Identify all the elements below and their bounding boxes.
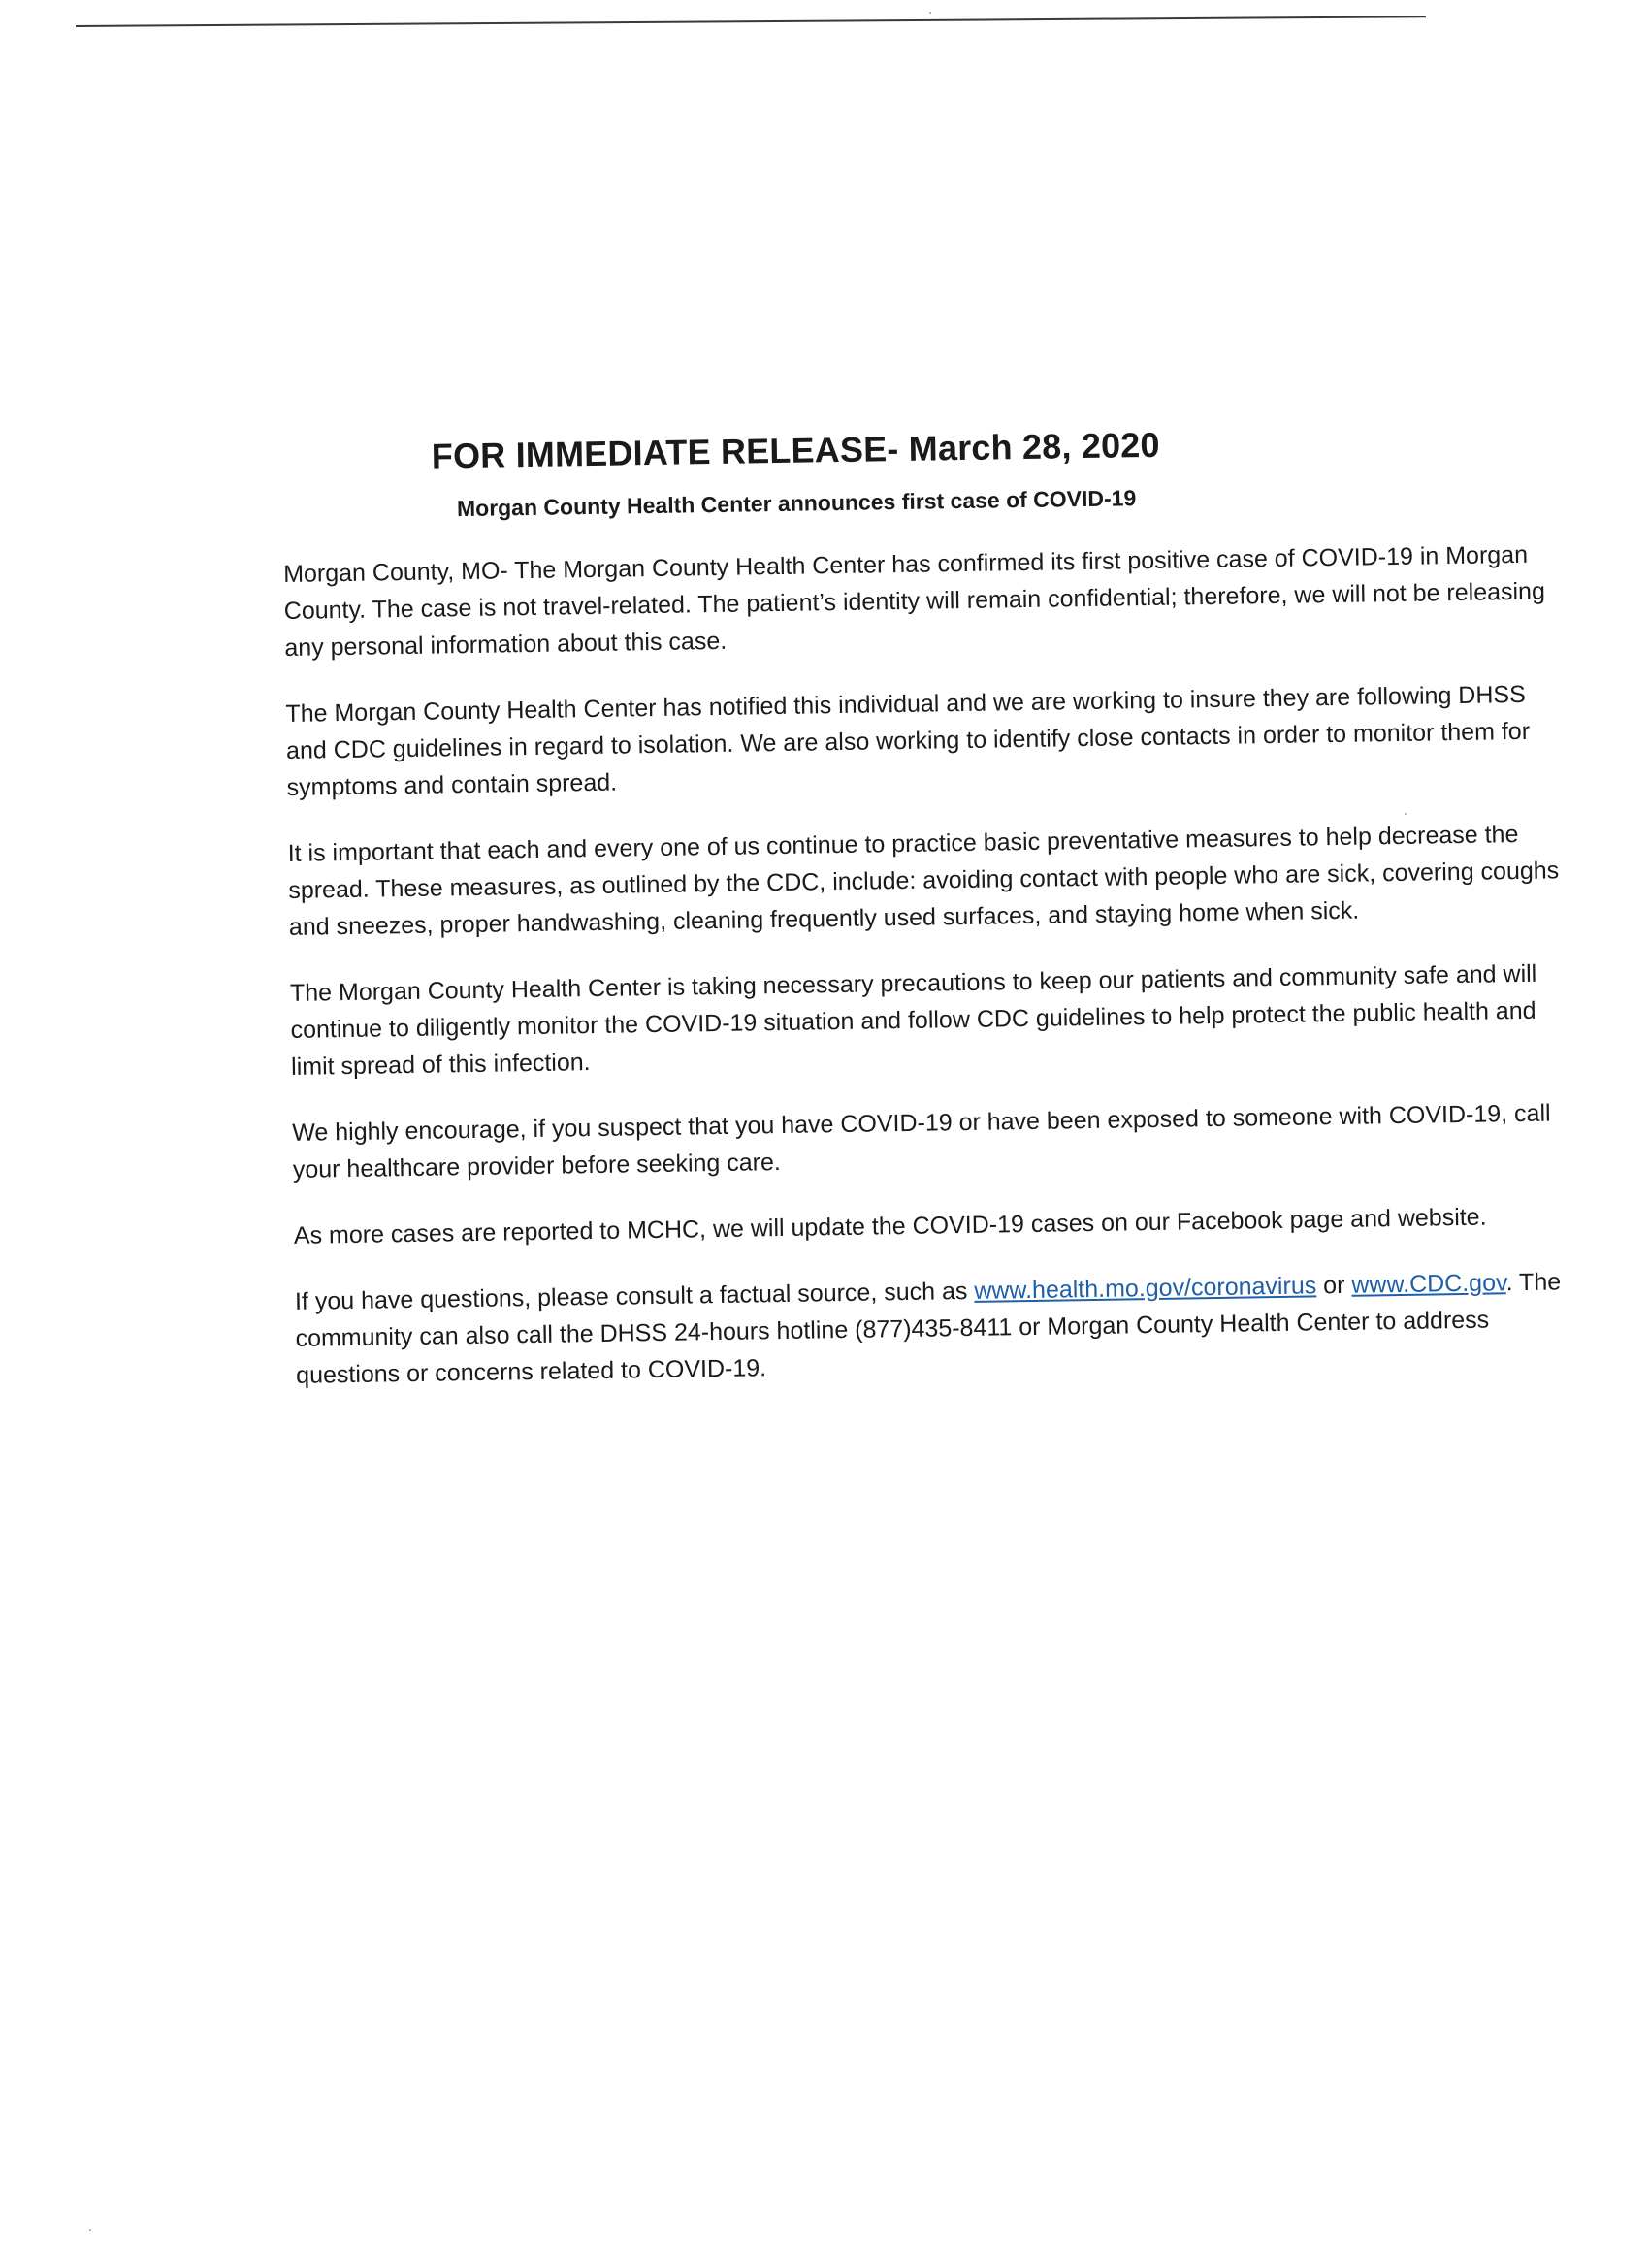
paragraph-isolation: The Morgan County Health Center has notified this individual and we are working to insure they are following DHSS and CDC guidelines in regard to isolation. We are also working to identify close contacts in order to monitor them for symptoms and contain spread. [285,680,1531,801]
questions-text-between: or [1316,1271,1352,1300]
release-headline: FOR IMMEDIATE RELEASE- March 28, 2020 [431,424,1160,476]
paragraph-encourage: We highly encourage, if you suspect that you have COVID-19 or have been exposed to someone with COVID-19, call your healthcare provider before seeking care. [292,1099,1551,1183]
scan-speck [929,12,931,14]
paragraph-confirmation: Morgan County, MO- The Morgan County Health Center has confirmed its first positive case of COVID-19 in Morgan County. The case is not travel-related. The patient’s identity will remain confidential; therefore, we will not be releasing any personal information about this case. [282,540,1546,662]
paragraph-updates: As more cases are reported to MCHC, we will update the COVID-19 cases on our Facebook page and website. [293,1203,1487,1249]
questions-text-before: If you have questions, please consult a factual source, such as [294,1277,975,1315]
press-release [281,418,1587,1423]
scan-speck [89,2229,91,2231]
release-subheadline: Morgan County Health Center announces first case of COVID-19 [456,485,1137,522]
paragraph-preventative-measures: It is important that each and every one of us continue to practice basic preventative measures to help decrease the spread. These measures, as outlined by the CDC, include: avoiding contact with people who are sick, covering coughs and sneezes, proper handwashing, cleaning frequently used surfaces, and staying home when sick. [287,821,1560,941]
health-mo-gov-link[interactable]: www.health.mo.gov/coronavirus [974,1272,1317,1305]
cdc-gov-link[interactable]: www.CDC.gov [1351,1269,1506,1299]
paragraph-precautions: The Morgan County Health Center is taking necessary precautions to keep our patients and community safe and will continue to diligently monitor the COVID-19 situation and follow CDC guidelines to help protect the public health and limit spread of this infection. [289,959,1537,1081]
questions-text-after: . The community can also call the DHSS 24-hours hotline (877)435-8411 or Morgan County Health Center to address questions or concerns related to COVID-19. [295,1268,1562,1389]
paragraph-questions [295,1263,1582,1394]
scan-edge-line [76,16,1426,27]
